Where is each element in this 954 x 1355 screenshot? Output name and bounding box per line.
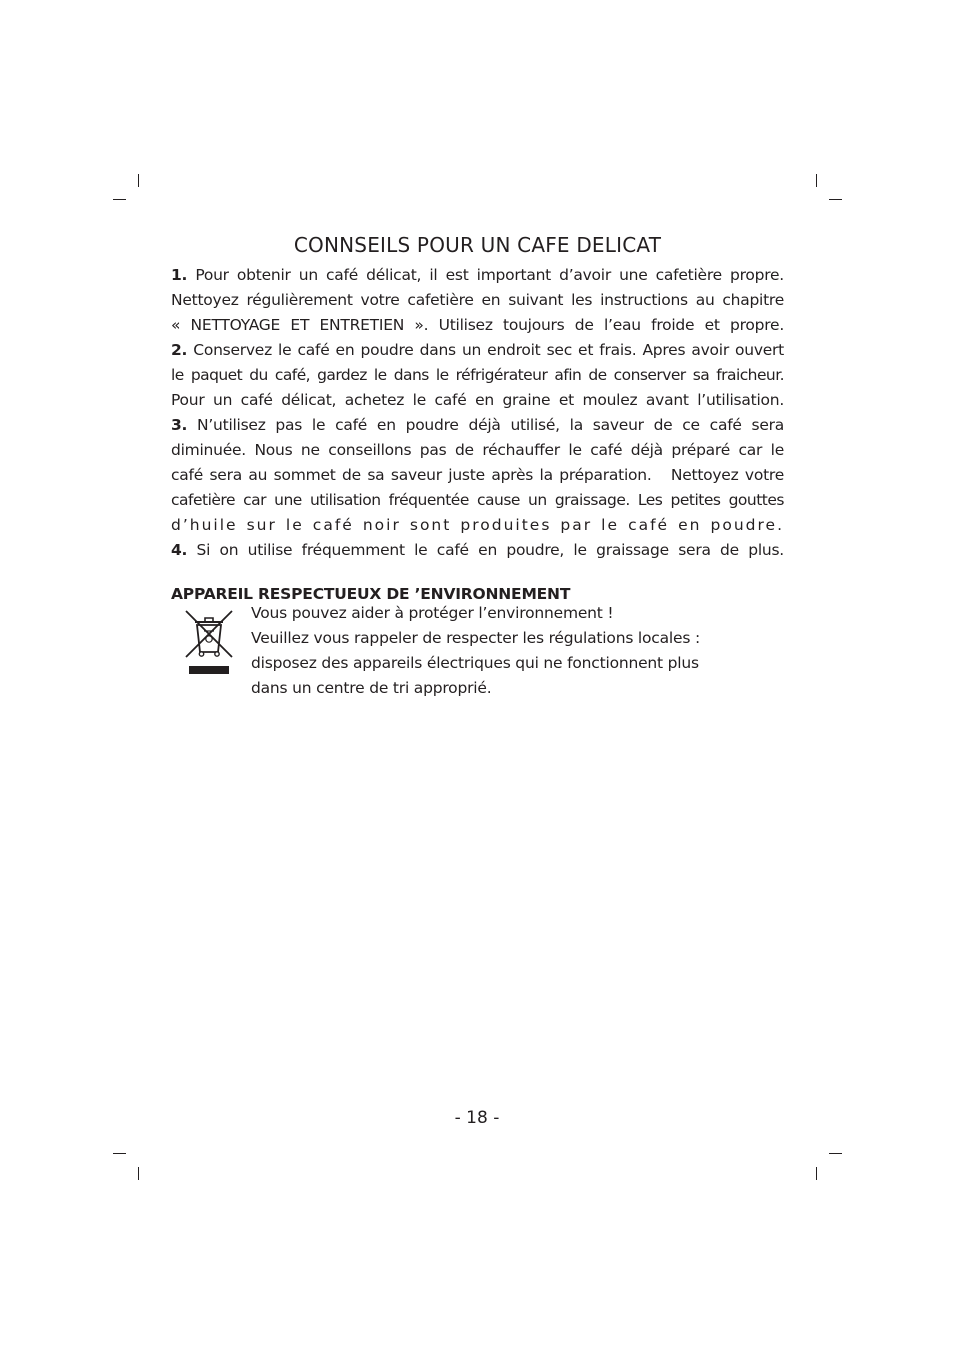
tip-2-line-3: Pour un café délicat, achetez le café en graine et moulez avant l’utilisation.	[171, 391, 784, 409]
tip-1-line-1: 1. Pour obtenir un café délicat, il est important d’avoir une cafetière propre.	[171, 266, 784, 284]
crop-mark-bottom-right-horizontal	[829, 1153, 842, 1154]
tip-1-line-3: « NETTOYAGE ET ENTRETIEN ». Utilisez toujours de l’eau froide et propre.	[171, 316, 784, 334]
tip-3-line-4: cafetière car une utilisation fréquentée cause un graissage. Les petites gouttes	[171, 491, 784, 509]
environment-line-2: Veuillez vous rappeler de respecter les régulations locales :	[251, 629, 700, 647]
tip-4-line-1: 4. Si on utilise fréquemment le café en poudre, le graissage sera de plus.	[171, 541, 784, 559]
tip-3-line-2: diminuée. Nous ne conseillons pas de réchauffer le café déjà préparé car le	[171, 441, 784, 459]
page-title: CONNSEILS POUR UN CAFE DELICAT	[293, 233, 662, 257]
environment-line-3: disposez des appareils électriques qui ne fonctionnent plus	[251, 654, 699, 672]
tip-4-number: 4.	[171, 541, 188, 559]
crop-mark-bottom-left-vertical	[138, 1167, 139, 1180]
environment-text	[251, 601, 700, 701]
tip-3-line-5: d’huile sur le café noir sont produites par le café en poudre.	[171, 516, 784, 534]
tip-3-line-1: 3. N’utilisez pas le café en poudre déjà utilisé, la saveur de ce café sera	[171, 416, 784, 434]
tip-1-line-2: Nettoyez régulièrement votre cafetière en suivant les instructions au chapitre	[171, 291, 784, 309]
environment-line-4: dans un centre de tri approprié.	[251, 679, 492, 697]
crop-mark-top-right-vertical	[816, 174, 817, 187]
crop-mark-bottom-left-horizontal	[113, 1153, 126, 1154]
crop-mark-bottom-right-vertical	[816, 1167, 817, 1180]
environment-heading: APPAREIL RESPECTUEUX DE ’ENVIRONNEMENT	[171, 585, 571, 603]
tips-list	[171, 263, 784, 563]
tip-3-line-3: café sera au sommet de sa saveur juste après la préparation. Nettoyez votre	[171, 466, 784, 484]
crossed-out-wheelie-bin-icon	[183, 608, 235, 682]
tip-2-line-1: 2. Conservez le café en poudre dans un endroit sec et frais. Apres avoir ouvert	[171, 341, 784, 359]
crop-mark-top-right-horizontal	[829, 199, 842, 200]
environment-section	[171, 605, 784, 715]
crop-mark-top-left-vertical	[138, 174, 139, 187]
tip-3-number: 3.	[171, 416, 188, 434]
environment-line-1: Vous pouvez aider à protéger l’environnement !	[251, 604, 614, 622]
tip-1-number: 1.	[171, 266, 188, 284]
page-content	[171, 232, 784, 715]
tip-2-number: 2.	[171, 341, 188, 359]
tip-2-line-2: le paquet du café, gardez le dans le réfrigérateur afin de conserver sa fraicheur.	[171, 366, 784, 384]
page-number: - 18 -	[454, 1108, 500, 1128]
crop-mark-top-left-horizontal	[113, 199, 126, 200]
